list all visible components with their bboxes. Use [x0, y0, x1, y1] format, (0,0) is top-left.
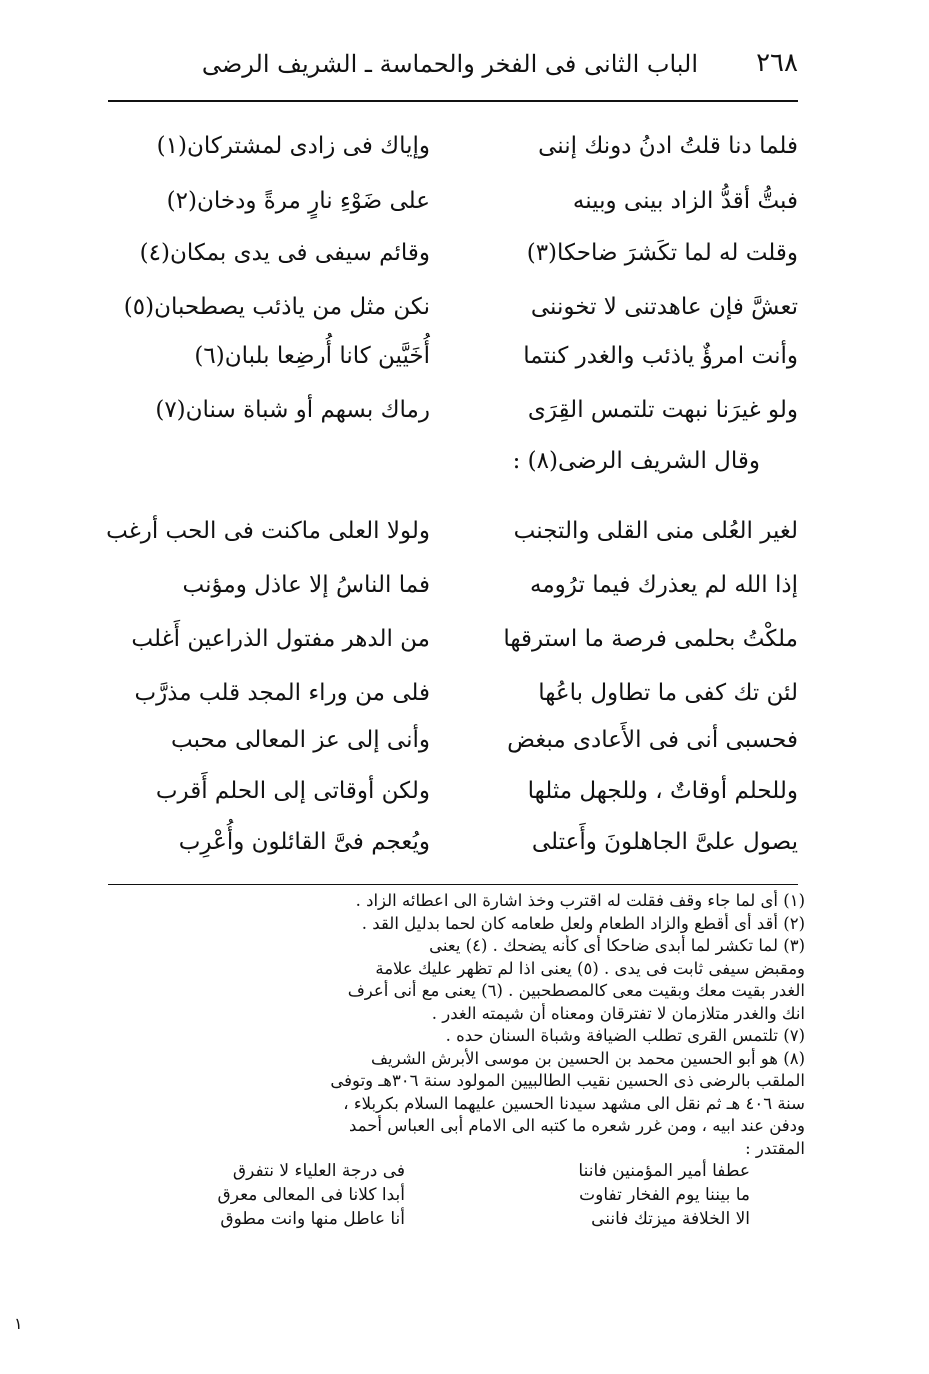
- first-hemistich: الا الخلافة ميزتك فاننى: [591, 1209, 750, 1229]
- running-title: الباب الثانى فى الفخر والحماسة ـ الشريف الرضى: [201, 50, 698, 78]
- first-hemistich: ولو غيرَنا نبهت تلتمس القِرَى: [527, 397, 798, 423]
- verse: [108, 829, 798, 869]
- footnote-line: (٢) أقد أى أقطع والزاد الطعام ولعل طعامه كان لحما بدليل القد .: [361, 913, 805, 933]
- first-hemistich: وأنت امرؤٌ ياذئب والغدر كنتما: [523, 343, 798, 369]
- first-hemistich: لغير العُلى منى القلى والتجنب: [513, 518, 798, 544]
- second-hemistich: فما الناسُ إلا عاذل ومؤنب: [182, 572, 430, 598]
- footnote-line: (٣) لما تكشر لما أبدى ضاحكا أى كأنه يضحك . (٤) يعنى: [429, 936, 805, 955]
- verse: [108, 133, 798, 173]
- footnote-line: الغدر بقيت معك وبقيت معى كالمصطحبين . (٦) يعنى مع أنى أعرف: [347, 981, 805, 1000]
- footnote-line: ومقبض سيفى ثابت فى يدى . (٥) يعنى اذا لم تظهر عليك علامة: [375, 958, 805, 978]
- page-number: ٢٦٨: [756, 48, 798, 78]
- second-hemistich: فلى من وراء المجد قلب مذرَّب: [134, 680, 430, 706]
- margin-mark: ١: [14, 1314, 23, 1333]
- first-hemistich: فحسبى أنى فى الأَعادى مبغض: [507, 727, 798, 753]
- verse: [108, 188, 798, 228]
- second-hemistich: وقائم سيفى فى يدى بمكان(٤): [139, 240, 430, 266]
- second-hemistich: ويُعجم فىَّ القائلون وأُعْرِب: [178, 829, 430, 855]
- second-hemistich: ولكن أوقاتى إلى الحلم أَقرب: [155, 778, 430, 804]
- second-hemistich: على ضَوْءِ نارٍ مرةً ودخان(٢): [166, 188, 430, 214]
- first-hemistich: فبتُّ أقدُّ الزاد بينى وبينه: [572, 188, 798, 214]
- first-hemistich: إذا الله لم يعذرك فيما ترُومه: [530, 572, 798, 598]
- first-hemistich: يصول علىَّ الجاهلونَ وأَعتلى: [531, 829, 798, 855]
- verse: [108, 778, 798, 818]
- footnote-line: الملقب بالرضى ذى الحسين نقيب الطالبيين المولود سنة ٣٠٦هـ وتوفى: [330, 1071, 805, 1090]
- second-hemistich: فى درجة العلياء لا نتفرق: [232, 1161, 405, 1181]
- footnote-line: (١) أى لما جاء وقف فقلت له اقترب وخذ اشارة الى اعطائه الزاد .: [355, 891, 805, 910]
- verse: [108, 572, 798, 612]
- verse: [108, 626, 798, 666]
- first-hemistich: عطفا أمير المؤمنين فاننا: [578, 1161, 750, 1181]
- poem-introduction: وقال الشريف الرضى(٨) :: [512, 448, 760, 474]
- verse: [108, 240, 798, 280]
- first-hemistich: ما بيننا يوم الفخار تفاوت: [579, 1185, 750, 1205]
- footnote-line: (٧) تلتمس القرى تطلب الضيافة وشباة السنان حده .: [445, 1026, 805, 1045]
- first-hemistich: فلما دنا قلتُ ادنُ دونك إننى: [538, 133, 798, 159]
- second-hemistich: رماك بسهم أو شباة سنان(٧): [155, 397, 430, 423]
- footnote-verse: [105, 1184, 805, 1208]
- verse: [108, 518, 798, 558]
- verse: [108, 343, 798, 383]
- verse: [108, 680, 798, 720]
- footnotes: [105, 890, 805, 1232]
- footnote-line: ودفن عند ابيه ، ومن غرر شعره ما كتبه الى الامام أبى العباس أحمد: [349, 1116, 805, 1135]
- second-hemistich: من الدهر مفتول الذراعين أَغلب: [131, 626, 430, 652]
- second-hemistich: أبدا كلانا فى المعالى معرق: [217, 1185, 405, 1205]
- first-hemistich: ملكْتُ بحلمى فرصة ما استرقها: [503, 626, 798, 652]
- verse: [108, 294, 798, 334]
- footnote-line: انك والغدر متلازمان لا تفترقان ومعناه أن شيمته الغدر .: [431, 1003, 805, 1023]
- second-hemistich: ولولا العلى ماكنت فى الحب أرغب: [106, 518, 430, 544]
- footnote-verse: [105, 1208, 805, 1232]
- second-hemistich: وأنى إلى عز المعالى محبب: [171, 727, 430, 753]
- footnote-line: (٨) هو أبو الحسين محمد بن الحسين بن موسى الأبرش الشريف: [370, 1048, 805, 1068]
- footnote-line: المقتدر :: [745, 1138, 805, 1158]
- second-hemistich: أُخَيَّين كانا أُرضِعا بلبان(٦): [194, 343, 430, 369]
- first-hemistich: تعشَّ فإن عاهدتنى لا تخوننى: [530, 294, 798, 320]
- verse: [108, 397, 798, 437]
- first-hemistich: وقلت له لما تكَشرَ ضاحكا(٣): [526, 240, 798, 266]
- footnote-line: سنة ٤٠٦ هـ ثم نقل الى مشهد سيدنا الحسين عليهما السلام بكربلاء ،: [343, 1093, 805, 1113]
- second-hemistich: وإياك فى زادى لمشتركان(١): [156, 133, 430, 159]
- page-header: [108, 44, 798, 94]
- footnote-verse: [105, 1160, 805, 1184]
- first-hemistich: لئن تك كفى ما تطاول باعُها: [538, 680, 798, 706]
- second-hemistich: نكن مثل من ياذئب يصطحبان(٥): [123, 294, 430, 320]
- first-hemistich: وللحلم أوقاتٌ ، وللجهل مثلها: [527, 778, 798, 804]
- header-rule: [108, 100, 798, 102]
- second-hemistich: أنا عاطل منها وانت مطوق: [220, 1209, 405, 1229]
- verse: [108, 727, 798, 767]
- footnote-rule: [108, 884, 798, 885]
